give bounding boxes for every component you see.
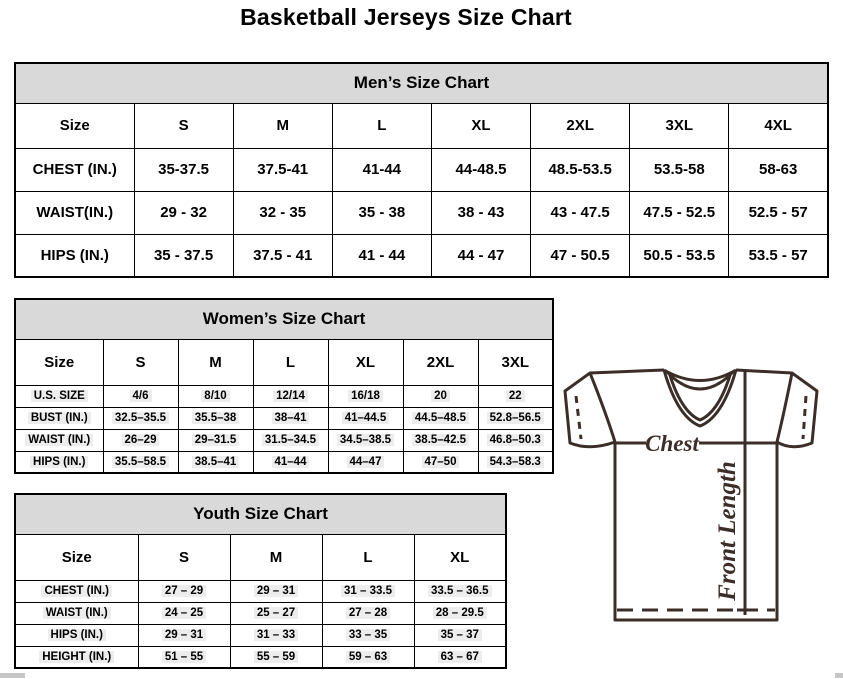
- chart-title-row: [15, 299, 553, 339]
- size-value: 34.5–38.5: [328, 429, 403, 451]
- measurement-row: [15, 234, 828, 277]
- chart-title: Men’s Size Chart: [15, 63, 828, 103]
- size-value: 53.5 - 57: [729, 234, 828, 277]
- size-value: 44-48.5: [431, 148, 530, 191]
- size-value: 54.3–58.3: [478, 451, 553, 473]
- measurement-row: [15, 148, 828, 191]
- measurement-row: [15, 407, 553, 429]
- size-value: 35.5–38: [178, 407, 253, 429]
- size-value: 32 - 35: [233, 191, 332, 234]
- header-row: [15, 534, 506, 580]
- mens-size-chart-table: [14, 62, 829, 278]
- size-value: 20: [403, 385, 478, 407]
- size-value: 25 – 27: [230, 602, 322, 624]
- size-value: 33 – 35: [322, 624, 414, 646]
- size-value: 48.5-53.5: [531, 148, 630, 191]
- column-header: L: [332, 103, 431, 148]
- column-header: XL: [414, 534, 506, 580]
- page-title: Basketball Jerseys Size Chart: [240, 4, 572, 30]
- size-value: 38–41: [253, 407, 328, 429]
- size-value: 41-44: [332, 148, 431, 191]
- row-label: BUST (IN.): [15, 407, 103, 429]
- size-value: 27 – 29: [138, 580, 230, 602]
- measurement-row: [15, 602, 506, 624]
- column-header: 3XL: [478, 339, 553, 385]
- size-value: 43 - 47.5: [531, 191, 630, 234]
- size-value: 52.8–56.5: [478, 407, 553, 429]
- column-header: S: [138, 534, 230, 580]
- size-value: 27 – 28: [322, 602, 414, 624]
- size-value: 16/18: [328, 385, 403, 407]
- size-value: 29–31.5: [178, 429, 253, 451]
- measurement-row: [15, 624, 506, 646]
- measurement-row: [15, 646, 506, 668]
- size-value: 35 - 37.5: [134, 234, 233, 277]
- size-value: 35.5–58.5: [103, 451, 178, 473]
- size-value: 35-37.5: [134, 148, 233, 191]
- size-value: 35 – 37: [414, 624, 506, 646]
- size-value: 52.5 - 57: [729, 191, 828, 234]
- size-value: 59 – 63: [322, 646, 414, 668]
- size-value: 51 – 55: [138, 646, 230, 668]
- measurement-row: [15, 191, 828, 234]
- size-value: 35 - 38: [332, 191, 431, 234]
- size-value: 41–44.5: [328, 407, 403, 429]
- measurement-row: [15, 451, 553, 473]
- size-value: 55 – 59: [230, 646, 322, 668]
- size-value: 63 – 67: [414, 646, 506, 668]
- size-value: 47–50: [403, 451, 478, 473]
- column-header: S: [103, 339, 178, 385]
- column-header: L: [253, 339, 328, 385]
- size-value: 41–44: [253, 451, 328, 473]
- sleeve-seam-left: [590, 373, 615, 442]
- size-value: 12/14: [253, 385, 328, 407]
- row-label: CHEST (IN.): [15, 580, 138, 602]
- chart-title: Youth Size Chart: [15, 494, 506, 534]
- column-header: Size: [15, 534, 138, 580]
- size-value: 58-63: [729, 148, 828, 191]
- row-label: U.S. SIZE: [15, 385, 103, 407]
- size-value: 37.5-41: [233, 148, 332, 191]
- size-value: 41 - 44: [332, 234, 431, 277]
- chest-label: Chest: [645, 431, 699, 456]
- size-value: 38.5–41: [178, 451, 253, 473]
- size-value: 31 – 33: [230, 624, 322, 646]
- column-header: XL: [431, 103, 530, 148]
- size-value: 33.5 – 36.5: [414, 580, 506, 602]
- size-value: 47.5 - 52.5: [630, 191, 729, 234]
- chart-title: Women’s Size Chart: [15, 299, 553, 339]
- size-value: 53.5-58: [630, 148, 729, 191]
- size-value: 46.8–50.3: [478, 429, 553, 451]
- size-value: 4/6: [103, 385, 178, 407]
- size-value: 8/10: [178, 385, 253, 407]
- column-header: 2XL: [403, 339, 478, 385]
- size-value: 32.5–35.5: [103, 407, 178, 429]
- horizontal-scrollbar-fragment-right[interactable]: [835, 673, 843, 678]
- column-header: Size: [15, 103, 134, 148]
- size-value: 28 – 29.5: [414, 602, 506, 624]
- header-row: [15, 339, 553, 385]
- header-row: [15, 103, 828, 148]
- size-value: 47 - 50.5: [531, 234, 630, 277]
- row-label: CHEST (IN.): [15, 148, 134, 191]
- size-value: 29 – 31: [138, 624, 230, 646]
- size-value: 38.5–42.5: [403, 429, 478, 451]
- cuff-dashed-left: [576, 396, 581, 439]
- womens-size-chart-table: [14, 298, 554, 474]
- size-value: 44–47: [328, 451, 403, 473]
- size-value: 44.5–48.5: [403, 407, 478, 429]
- row-label: WAIST (IN.): [15, 429, 103, 451]
- size-value: 31.5–34.5: [253, 429, 328, 451]
- row-label: HIPS (IN.): [15, 451, 103, 473]
- chart-title-row: [15, 63, 828, 103]
- column-header: M: [230, 534, 322, 580]
- measurement-row: [15, 580, 506, 602]
- size-value: 24 – 25: [138, 602, 230, 624]
- size-value: 29 - 32: [134, 191, 233, 234]
- column-header: 2XL: [531, 103, 630, 148]
- column-header: L: [322, 534, 414, 580]
- size-value: 44 - 47: [431, 234, 530, 277]
- measurement-row: [15, 429, 553, 451]
- column-header: M: [233, 103, 332, 148]
- column-header: M: [178, 339, 253, 385]
- size-value: 50.5 - 53.5: [630, 234, 729, 277]
- chart-title-row: [15, 494, 506, 534]
- row-label: WAIST (IN.): [15, 602, 138, 624]
- jersey-measurement-diagram: [560, 363, 822, 633]
- horizontal-scrollbar-fragment-left[interactable]: [0, 673, 25, 678]
- column-header: 3XL: [630, 103, 729, 148]
- measurement-row: [15, 385, 553, 407]
- row-label: HIPS (IN.): [15, 234, 134, 277]
- row-label: HIPS (IN.): [15, 624, 138, 646]
- size-value: 26–29: [103, 429, 178, 451]
- column-header: 4XL: [729, 103, 828, 148]
- size-value: 31 – 33.5: [322, 580, 414, 602]
- size-value: 29 – 31: [230, 580, 322, 602]
- youth-size-chart-table: [14, 493, 507, 669]
- size-value: 37.5 - 41: [233, 234, 332, 277]
- row-label: HEIGHT (IN.): [15, 646, 138, 668]
- column-header: S: [134, 103, 233, 148]
- cuff-dashed-right: [803, 396, 806, 439]
- row-label: WAIST(IN.): [15, 191, 134, 234]
- front-length-label: Front Length: [714, 461, 741, 601]
- sleeve-seam-right: [777, 373, 792, 442]
- size-value: 38 - 43: [431, 191, 530, 234]
- size-value: 22: [478, 385, 553, 407]
- column-header: Size: [15, 339, 103, 385]
- column-header: XL: [328, 339, 403, 385]
